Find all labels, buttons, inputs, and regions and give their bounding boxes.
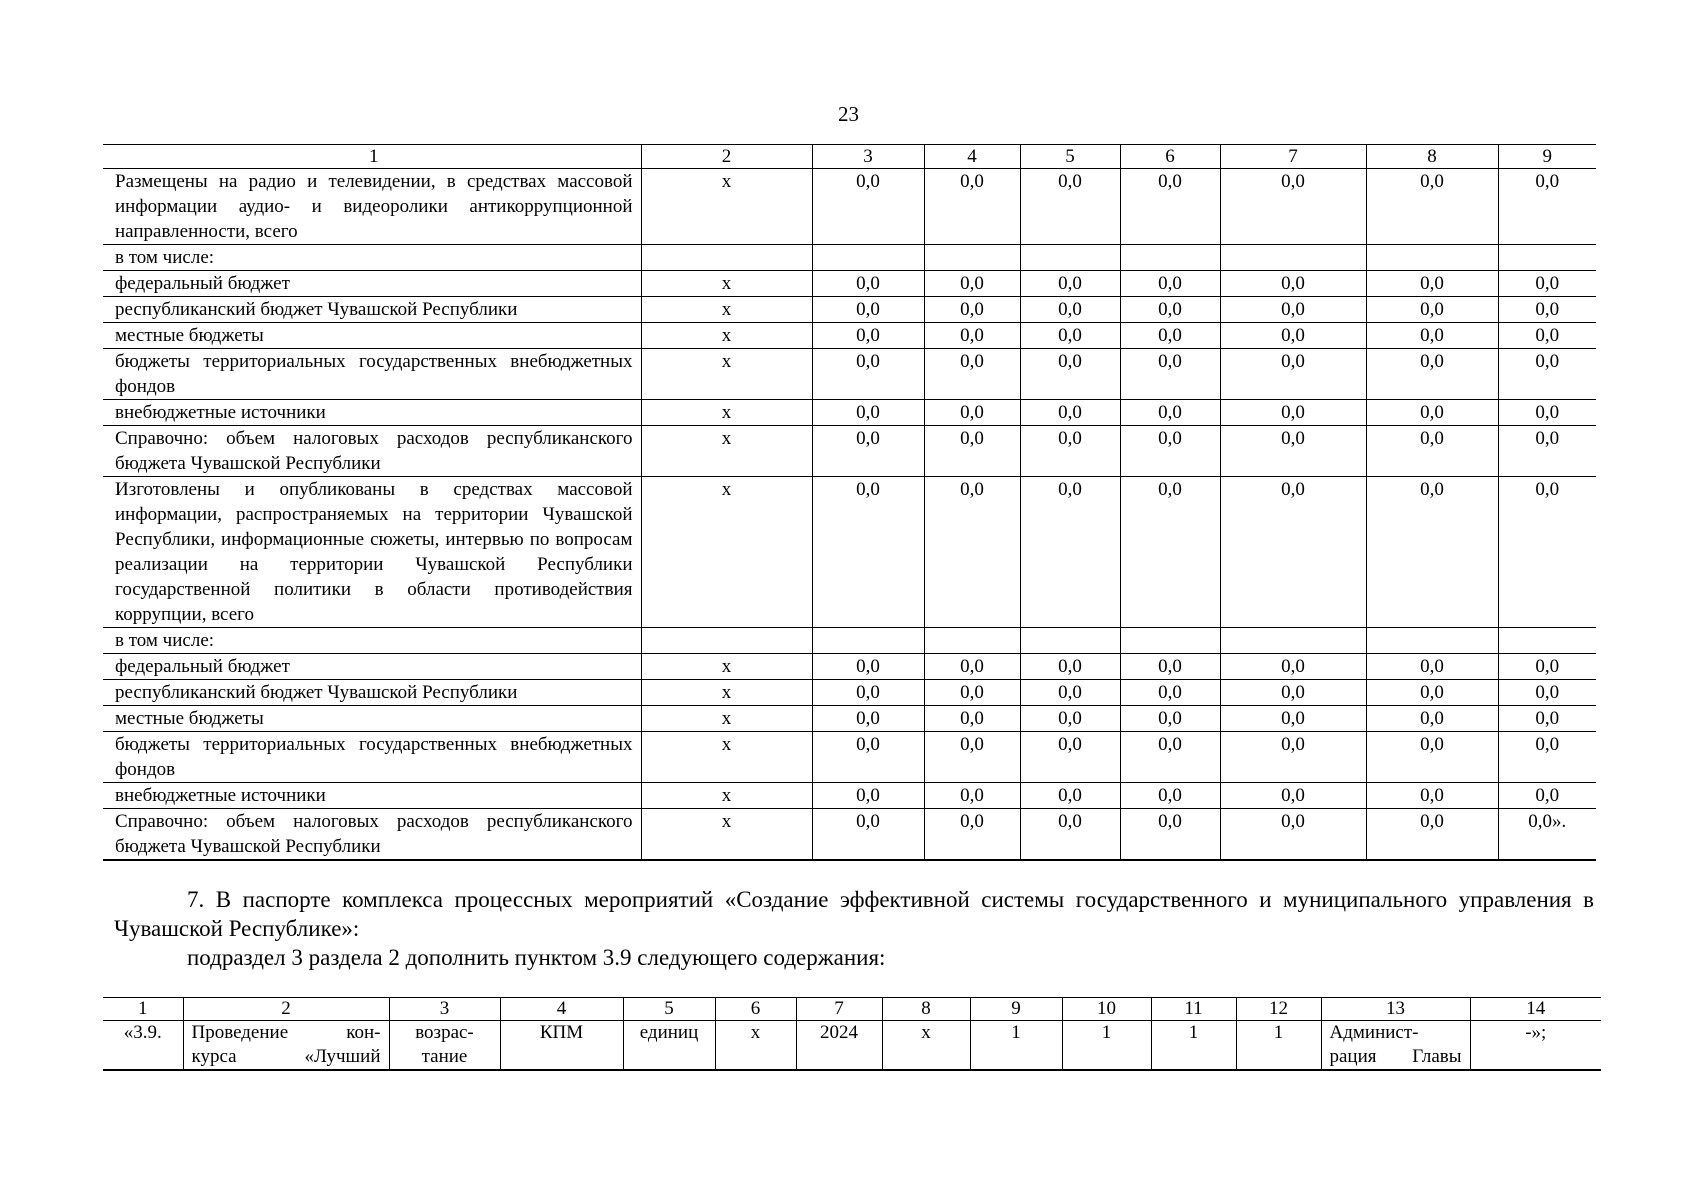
value-cell: х: [641, 426, 812, 477]
measure-cell: 1: [1062, 1021, 1151, 1071]
value-cell: 0,0: [924, 400, 1020, 426]
value-cell: 0,0: [1020, 297, 1120, 323]
table-row: [103, 477, 1596, 628]
column-number-cell: 9: [1498, 145, 1596, 169]
value-cell: 0,0: [1120, 400, 1220, 426]
value-cell: 0,0: [1020, 654, 1120, 680]
value-cell: 0,0: [1366, 426, 1498, 477]
value-cell: 0,0: [1498, 706, 1596, 732]
value-cell: 0,0: [812, 323, 924, 349]
value-cell: [1366, 628, 1498, 654]
value-cell: 0,0: [1120, 349, 1220, 400]
value-cell: 0,0: [1120, 323, 1220, 349]
value-cell: 0,0: [812, 400, 924, 426]
indicator-label-cell: в том числе:: [103, 245, 641, 271]
value-cell: 0,0: [1120, 706, 1220, 732]
column-number-cell: 5: [1020, 145, 1120, 169]
value-cell: х: [641, 732, 812, 783]
value-cell: 0,0: [812, 809, 924, 861]
value-cell: 0,0: [1366, 323, 1498, 349]
measure-cell: «3.9.: [103, 1021, 183, 1071]
column-number-cell: 14: [1470, 998, 1601, 1021]
value-cell: 0,0: [1498, 400, 1596, 426]
value-cell: 0,0: [1120, 477, 1220, 628]
value-cell: 0,0: [1020, 426, 1120, 477]
value-cell: 0,0: [1366, 349, 1498, 400]
value-cell: х: [641, 297, 812, 323]
value-cell: 0,0: [1498, 783, 1596, 809]
measure-cell: единиц: [623, 1021, 715, 1071]
measure-cell: возрас- тание: [389, 1021, 500, 1071]
table-row: [103, 323, 1596, 349]
value-cell: 0,0: [924, 654, 1020, 680]
value-cell: 0,0: [924, 297, 1020, 323]
column-number-cell: 8: [882, 998, 970, 1021]
value-cell: 0,0: [1220, 271, 1366, 297]
indicator-label-cell: бюджеты территориальных государственных внебюджетных фондов: [103, 732, 641, 783]
column-number-cell: 4: [924, 145, 1020, 169]
value-cell: 0,0: [1366, 169, 1498, 245]
value-cell: 0,0: [1366, 297, 1498, 323]
value-cell: [812, 628, 924, 654]
table-header-row: [103, 998, 1601, 1021]
value-cell: 0,0: [812, 477, 924, 628]
indicator-label-cell: республиканский бюджет Чувашской Республики: [103, 297, 641, 323]
value-cell: 0,0: [1220, 400, 1366, 426]
value-cell: 0,0: [1498, 169, 1596, 245]
value-cell: 0,0: [1120, 297, 1220, 323]
value-cell: 0,0: [1498, 680, 1596, 706]
value-cell: х: [641, 680, 812, 706]
table-row: [103, 271, 1596, 297]
value-cell: х: [641, 400, 812, 426]
value-cell: 0,0: [1220, 323, 1366, 349]
value-cell: 0,0: [1020, 400, 1120, 426]
table-row: [103, 349, 1596, 400]
value-cell: х: [641, 809, 812, 861]
value-cell: 0,0: [1498, 732, 1596, 783]
value-cell: [1498, 628, 1596, 654]
value-cell: 0,0: [1366, 809, 1498, 861]
value-cell: 0,0: [812, 680, 924, 706]
measure-cell: -»;: [1470, 1021, 1601, 1071]
value-cell: 0,0: [812, 654, 924, 680]
value-cell: 0,0: [1366, 732, 1498, 783]
value-cell: 0,0: [1220, 732, 1366, 783]
value-cell: 0,0: [1366, 680, 1498, 706]
value-cell: [924, 628, 1020, 654]
measures-table: [103, 997, 1601, 1071]
value-cell: [1366, 245, 1498, 271]
value-cell: 0,0: [1220, 809, 1366, 861]
value-cell: 0,0: [812, 349, 924, 400]
table-row: [103, 783, 1596, 809]
column-number-cell: 7: [796, 998, 882, 1021]
table-row: [103, 628, 1596, 654]
value-cell: 0,0: [812, 783, 924, 809]
value-cell: 0,0: [812, 169, 924, 245]
indicator-label-cell: федеральный бюджет: [103, 271, 641, 297]
indicator-label-cell: бюджеты территориальных государственных внебюджетных фондов: [103, 349, 641, 400]
value-cell: 0,0: [1020, 783, 1120, 809]
budget-table: [103, 144, 1596, 861]
value-cell: [641, 245, 812, 271]
value-cell: 0,0: [1366, 400, 1498, 426]
value-cell: 0,0: [812, 706, 924, 732]
value-cell: [1020, 628, 1120, 654]
value-cell: 0,0: [1020, 323, 1120, 349]
value-cell: х: [641, 323, 812, 349]
column-number-cell: 7: [1220, 145, 1366, 169]
value-cell: 0,0: [1120, 654, 1220, 680]
value-cell: 0,0: [1220, 706, 1366, 732]
value-cell: 0,0: [1020, 732, 1120, 783]
value-cell: 0,0: [1498, 426, 1596, 477]
indicator-label-cell: республиканский бюджет Чувашской Республики: [103, 680, 641, 706]
value-cell: 0,0: [924, 323, 1020, 349]
value-cell: 0,0: [1020, 680, 1120, 706]
value-cell: 0,0: [924, 426, 1020, 477]
table-row: [103, 809, 1596, 861]
value-cell: 0,0: [1498, 297, 1596, 323]
measure-cell: 1: [970, 1021, 1062, 1071]
value-cell: 0,0: [1020, 271, 1120, 297]
column-number-cell: 13: [1321, 998, 1470, 1021]
value-cell: [924, 245, 1020, 271]
value-cell: [812, 245, 924, 271]
value-cell: 0,0: [924, 349, 1020, 400]
value-cell: 0,0: [1020, 809, 1120, 861]
value-cell: 0,0: [1366, 477, 1498, 628]
value-cell: 0,0: [1120, 783, 1220, 809]
value-cell: 0,0: [1020, 349, 1120, 400]
value-cell: 0,0: [1120, 426, 1220, 477]
table-row: [103, 297, 1596, 323]
indicator-label-cell: федеральный бюджет: [103, 654, 641, 680]
measure-cell: 1: [1236, 1021, 1321, 1071]
value-cell: х: [641, 783, 812, 809]
value-cell: 0,0: [1120, 680, 1220, 706]
indicator-label-cell: местные бюджеты: [103, 706, 641, 732]
table-header-row: [103, 145, 1596, 169]
value-cell: 0,0: [1220, 169, 1366, 245]
column-number-cell: 11: [1151, 998, 1236, 1021]
value-cell: 0,0: [1366, 654, 1498, 680]
value-cell: 0,0: [1366, 706, 1498, 732]
value-cell: 0,0: [812, 271, 924, 297]
value-cell: [1220, 245, 1366, 271]
value-cell: 0,0: [1366, 271, 1498, 297]
value-cell: [1220, 628, 1366, 654]
table-row: [103, 654, 1596, 680]
indicator-label-cell: внебюджетные источники: [103, 783, 641, 809]
page-number: 23: [838, 102, 859, 126]
measure-cell: Админист- рация Главы: [1321, 1021, 1470, 1071]
value-cell: 0,0: [924, 706, 1020, 732]
indicator-label-cell: местные бюджеты: [103, 323, 641, 349]
value-cell: [1120, 628, 1220, 654]
value-cell: 0,0: [1120, 271, 1220, 297]
value-cell: 0,0: [1220, 680, 1366, 706]
value-cell: 0,0: [1498, 477, 1596, 628]
column-number-cell: 8: [1366, 145, 1498, 169]
measure-cell: КПМ: [500, 1021, 623, 1071]
paragraph-item-7: 7. В паспорте комплекса процессных мероприятий «Создание эффективной системы государственного и муниципального управления в Чувашской Республике»:: [114, 887, 1594, 941]
column-number-cell: 10: [1062, 998, 1151, 1021]
column-number-cell: 5: [623, 998, 715, 1021]
value-cell: 0,0: [1366, 783, 1498, 809]
indicator-label-cell: в том числе:: [103, 628, 641, 654]
value-cell: 0,0: [812, 426, 924, 477]
value-cell: 0,0: [924, 680, 1020, 706]
measure-cell: х: [882, 1021, 970, 1071]
table-row: [103, 1021, 1601, 1071]
value-cell: [641, 628, 812, 654]
column-number-cell: 1: [103, 145, 641, 169]
table-row: [103, 732, 1596, 783]
table-row: [103, 169, 1596, 245]
value-cell: [1020, 245, 1120, 271]
column-number-cell: 3: [389, 998, 500, 1021]
value-cell: 0,0: [1498, 349, 1596, 400]
value-cell: 0,0: [1120, 809, 1220, 861]
column-number-cell: 6: [715, 998, 796, 1021]
value-cell: х: [641, 349, 812, 400]
value-cell: 0,0: [1020, 706, 1120, 732]
value-cell: 0,0: [1498, 271, 1596, 297]
value-cell: 0,0: [812, 297, 924, 323]
column-number-cell: 1: [103, 998, 183, 1021]
column-number-cell: 4: [500, 998, 623, 1021]
column-number-cell: 9: [970, 998, 1062, 1021]
value-cell: х: [641, 654, 812, 680]
measure-cell: 2024: [796, 1021, 882, 1071]
column-number-cell: 6: [1120, 145, 1220, 169]
value-cell: х: [641, 706, 812, 732]
value-cell: 0,0: [1220, 426, 1366, 477]
value-cell: 0,0: [1498, 323, 1596, 349]
value-cell: 0,0: [924, 783, 1020, 809]
value-cell: 0,0: [924, 809, 1020, 861]
column-number-cell: 12: [1236, 998, 1321, 1021]
value-cell: 0,0: [1220, 654, 1366, 680]
value-cell: х: [641, 169, 812, 245]
indicator-label-cell: Справочно: объем налоговых расходов республиканского бюджета Чувашской Республики: [103, 809, 641, 861]
value-cell: х: [641, 477, 812, 628]
value-cell: 0,0: [924, 271, 1020, 297]
value-cell: [1498, 245, 1596, 271]
paragraph-subsection: подраздел 3 раздела 2 дополнить пунктом 3.9 следующего содержания:: [187, 945, 886, 970]
measure-cell: 1: [1151, 1021, 1236, 1071]
value-cell: 0,0: [1498, 654, 1596, 680]
measure-cell: х: [715, 1021, 796, 1071]
column-number-cell: 2: [183, 998, 389, 1021]
value-cell: 0,0: [924, 732, 1020, 783]
value-cell: 0,0: [1220, 477, 1366, 628]
table-row: [103, 680, 1596, 706]
table-row: [103, 706, 1596, 732]
value-cell: 0,0: [924, 169, 1020, 245]
value-cell: [1120, 245, 1220, 271]
value-cell: 0,0: [812, 732, 924, 783]
value-cell: х: [641, 271, 812, 297]
indicator-label-cell: Размещены на радио и телевидении, в средствах массовой информации аудио- и видеоролики антикоррупционной направленности, всего: [103, 169, 641, 245]
indicator-label-cell: Справочно: объем налоговых расходов республиканского бюджета Чувашской Республики: [103, 426, 641, 477]
value-cell: 0,0: [1220, 297, 1366, 323]
table-row: [103, 400, 1596, 426]
value-cell: 0,0: [924, 477, 1020, 628]
column-number-cell: 2: [641, 145, 812, 169]
column-number-cell: 3: [812, 145, 924, 169]
value-cell: 0,0: [1020, 169, 1120, 245]
table-row: [103, 245, 1596, 271]
table-row: [103, 426, 1596, 477]
value-cell: 0,0: [1120, 169, 1220, 245]
value-cell: 0,0: [1020, 477, 1120, 628]
measure-cell: Проведение кон- курса «Лучший: [183, 1021, 389, 1071]
indicator-label-cell: внебюджетные источники: [103, 400, 641, 426]
value-cell: 0,0: [1120, 732, 1220, 783]
value-cell: 0,0: [1220, 349, 1366, 400]
indicator-label-cell: Изготовлены и опубликованы в средствах массовой информации, распространяемых на территории Чувашской Республики, информационные сюжеты, интервью по вопросам реализации на территории Чувашской Республики государственной политики в области противодействия коррупции, всего: [103, 477, 641, 628]
value-cell: 0,0».: [1498, 809, 1596, 861]
value-cell: 0,0: [1220, 783, 1366, 809]
